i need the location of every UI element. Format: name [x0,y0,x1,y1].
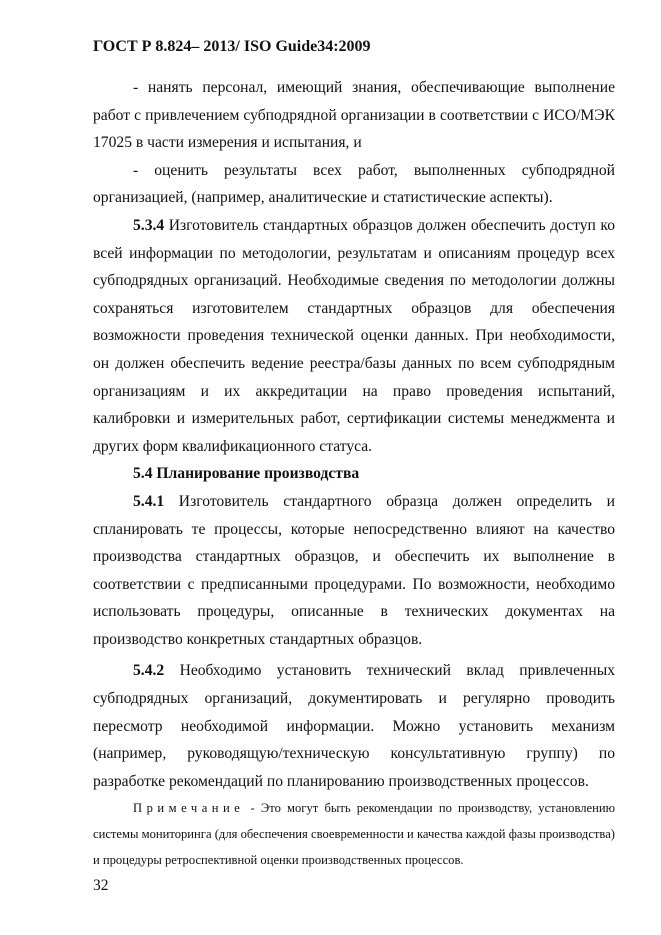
paragraph-5-3-4 [93,212,615,460]
clause-number: 5.4.2 [133,662,165,680]
section-heading-5-4: 5.4 Планирование производства [133,465,360,483]
note-text: - Это могут быть рекомендации по производству, установлению системы мониторинга (для обеспечения своевременности и качества каждой фазы производства) и процедуры ретроспективной оценки производственных процессов. [93,801,615,868]
paragraph-text: Изготовитель стандартных образцов должен обеспечить доступ ко всей информации по методологии, результатам и описаниям процедур всех субподрядных организаций. Необходимые сведения по методологии должны сохраняться изготовителем стандартных образцов для обеспечения возможности проведения технической оценки данных. При необходимости, он должен обеспечить ведение реестра/базы данных по всем субподрядным организациям и их аккредитации на право проведения испытаний, калибровки и измерительных работ, сертификации системы менеджмента и других форм квалификационного статуса. [93,216,615,455]
document-header: ГОСТ Р 8.824– 2013/ ISO Guide34:2009 [93,38,371,55]
clause-number: 5.3.4 [133,216,165,234]
note-label: Примечание [133,801,245,816]
paragraph-text: Необходимо установить технический вклад привлеченных субподрядных организаций, документировать и регулярно проводить пересмотр необходимой информации. Можно установить механизм (например, руководящую/техническую консультативную группу) по разработке рекомендаций по планированию производственных процессов. [93,662,615,790]
paragraph-text: Изготовитель стандартного образца должен определить и спланировать те процессы, которые непосредственно влияют на качество производства стандартных образцов, и обеспечить их выполнение в соответствии с предписанными процедурами. По возможности, необходимо использовать процедуры, описанные в технических документах на производство конкретных стандартных образцов. [93,492,615,648]
paragraph-bullet-2: - оценить результаты всех работ, выполненных субподрядной организацией, (например, аналитические и статистические аспекты). [93,161,615,207]
paragraph-5-4-2 [93,657,615,795]
clause-number: 5.4.1 [133,492,165,510]
paragraph-bullet-1: - нанять персонал, имеющий знания, обеспечивающие выполнение работ с привлечением субподрядной организации в соответствии с ИСО/МЭК 17025 в части измерения и испытания, и [93,79,615,152]
document-body [93,74,615,873]
page-number: 32 [93,877,109,894]
paragraph-5-4-1 [93,488,615,654]
note [93,795,615,873]
